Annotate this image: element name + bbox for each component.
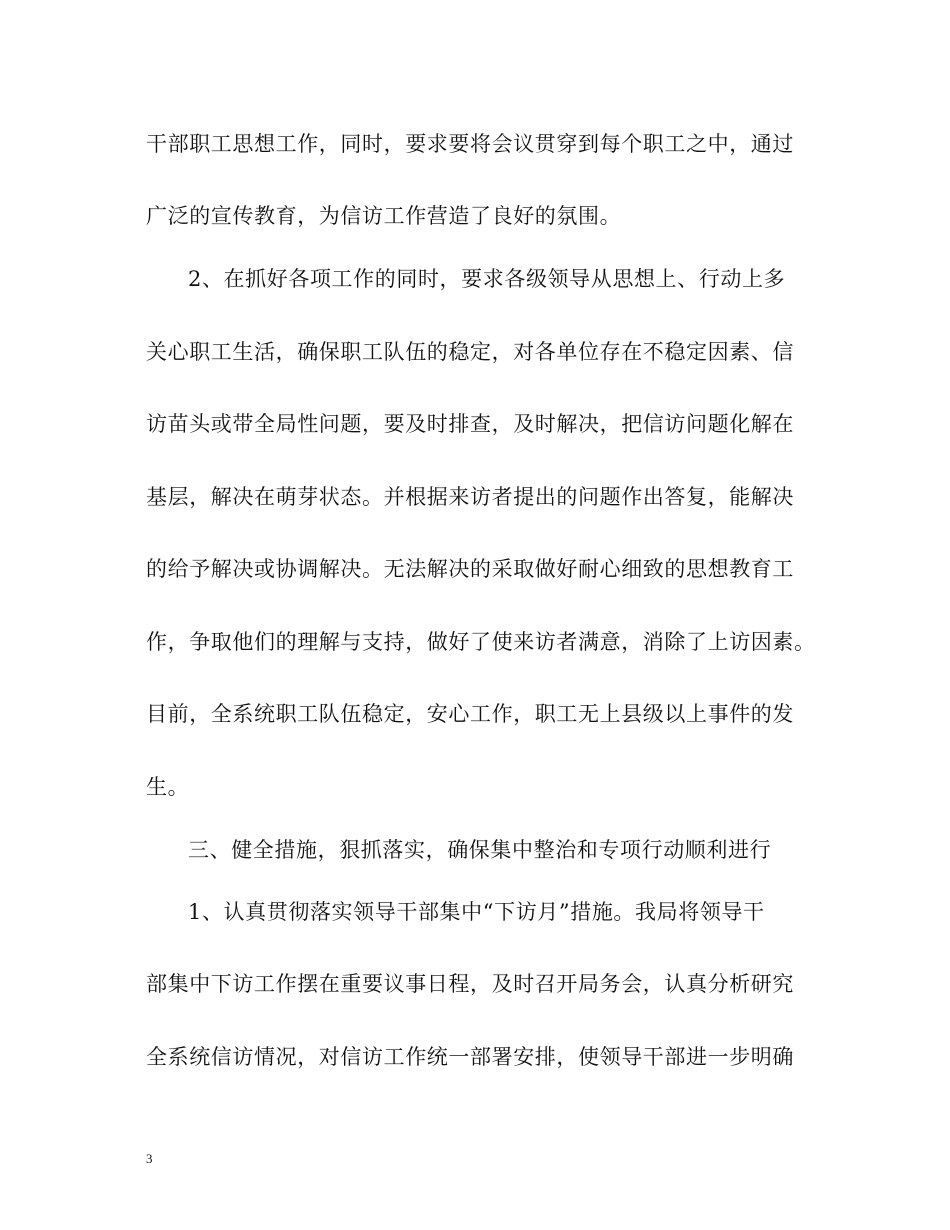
page-number: 3 xyxy=(146,1151,153,1166)
text-line: 作，争取他们的理解与支持，做好了使来访者满意，消除了上访因素。 xyxy=(146,630,816,654)
text-line: 关心职工生活，确保职工队伍的稳定，对各单位存在不稳定因素、信 xyxy=(146,340,794,364)
text-line: 基层，解决在萌芽状态。并根据来访者提出的问题作出答复，能解决 xyxy=(146,485,794,509)
text-line: 生。 xyxy=(146,775,190,799)
text-line: 的给予解决或协调解决。无法解决的采取做好耐心细致的思想教育工 xyxy=(146,557,794,581)
text-line: 干部职工思想工作，同时，要求要将会议贯穿到每个职工之中，通过 xyxy=(146,132,794,156)
text-line: 访苗头或带全局性问题，要及时排查，及时解决，把信访问题化解在 xyxy=(146,412,794,436)
text-line: 部集中下访工作摆在重要议事日程，及时召开局务会，认真分析研究 xyxy=(146,972,794,996)
text-line: 全系统信访情况，对信访工作统一部署安排，使领导干部进一步明确 xyxy=(146,1045,794,1069)
paragraph-start-line: 1、认真贯彻落实领导干部集中“下访月”措施。我局将领导干 xyxy=(188,900,765,924)
text-line: 目前，全系统职工队伍稳定，安心工作，职工无上县级以上事件的发 xyxy=(146,702,794,726)
paragraph-start-line: 2、在抓好各项工作的同时，要求各级领导从思想上、行动上多 xyxy=(188,267,786,291)
text-line: 广泛的宣传教育，为信访工作营造了良好的氛围。 xyxy=(146,204,622,228)
section-heading: 三、健全措施，狠抓落实，确保集中整治和专项行动顺利进行 xyxy=(188,838,772,862)
